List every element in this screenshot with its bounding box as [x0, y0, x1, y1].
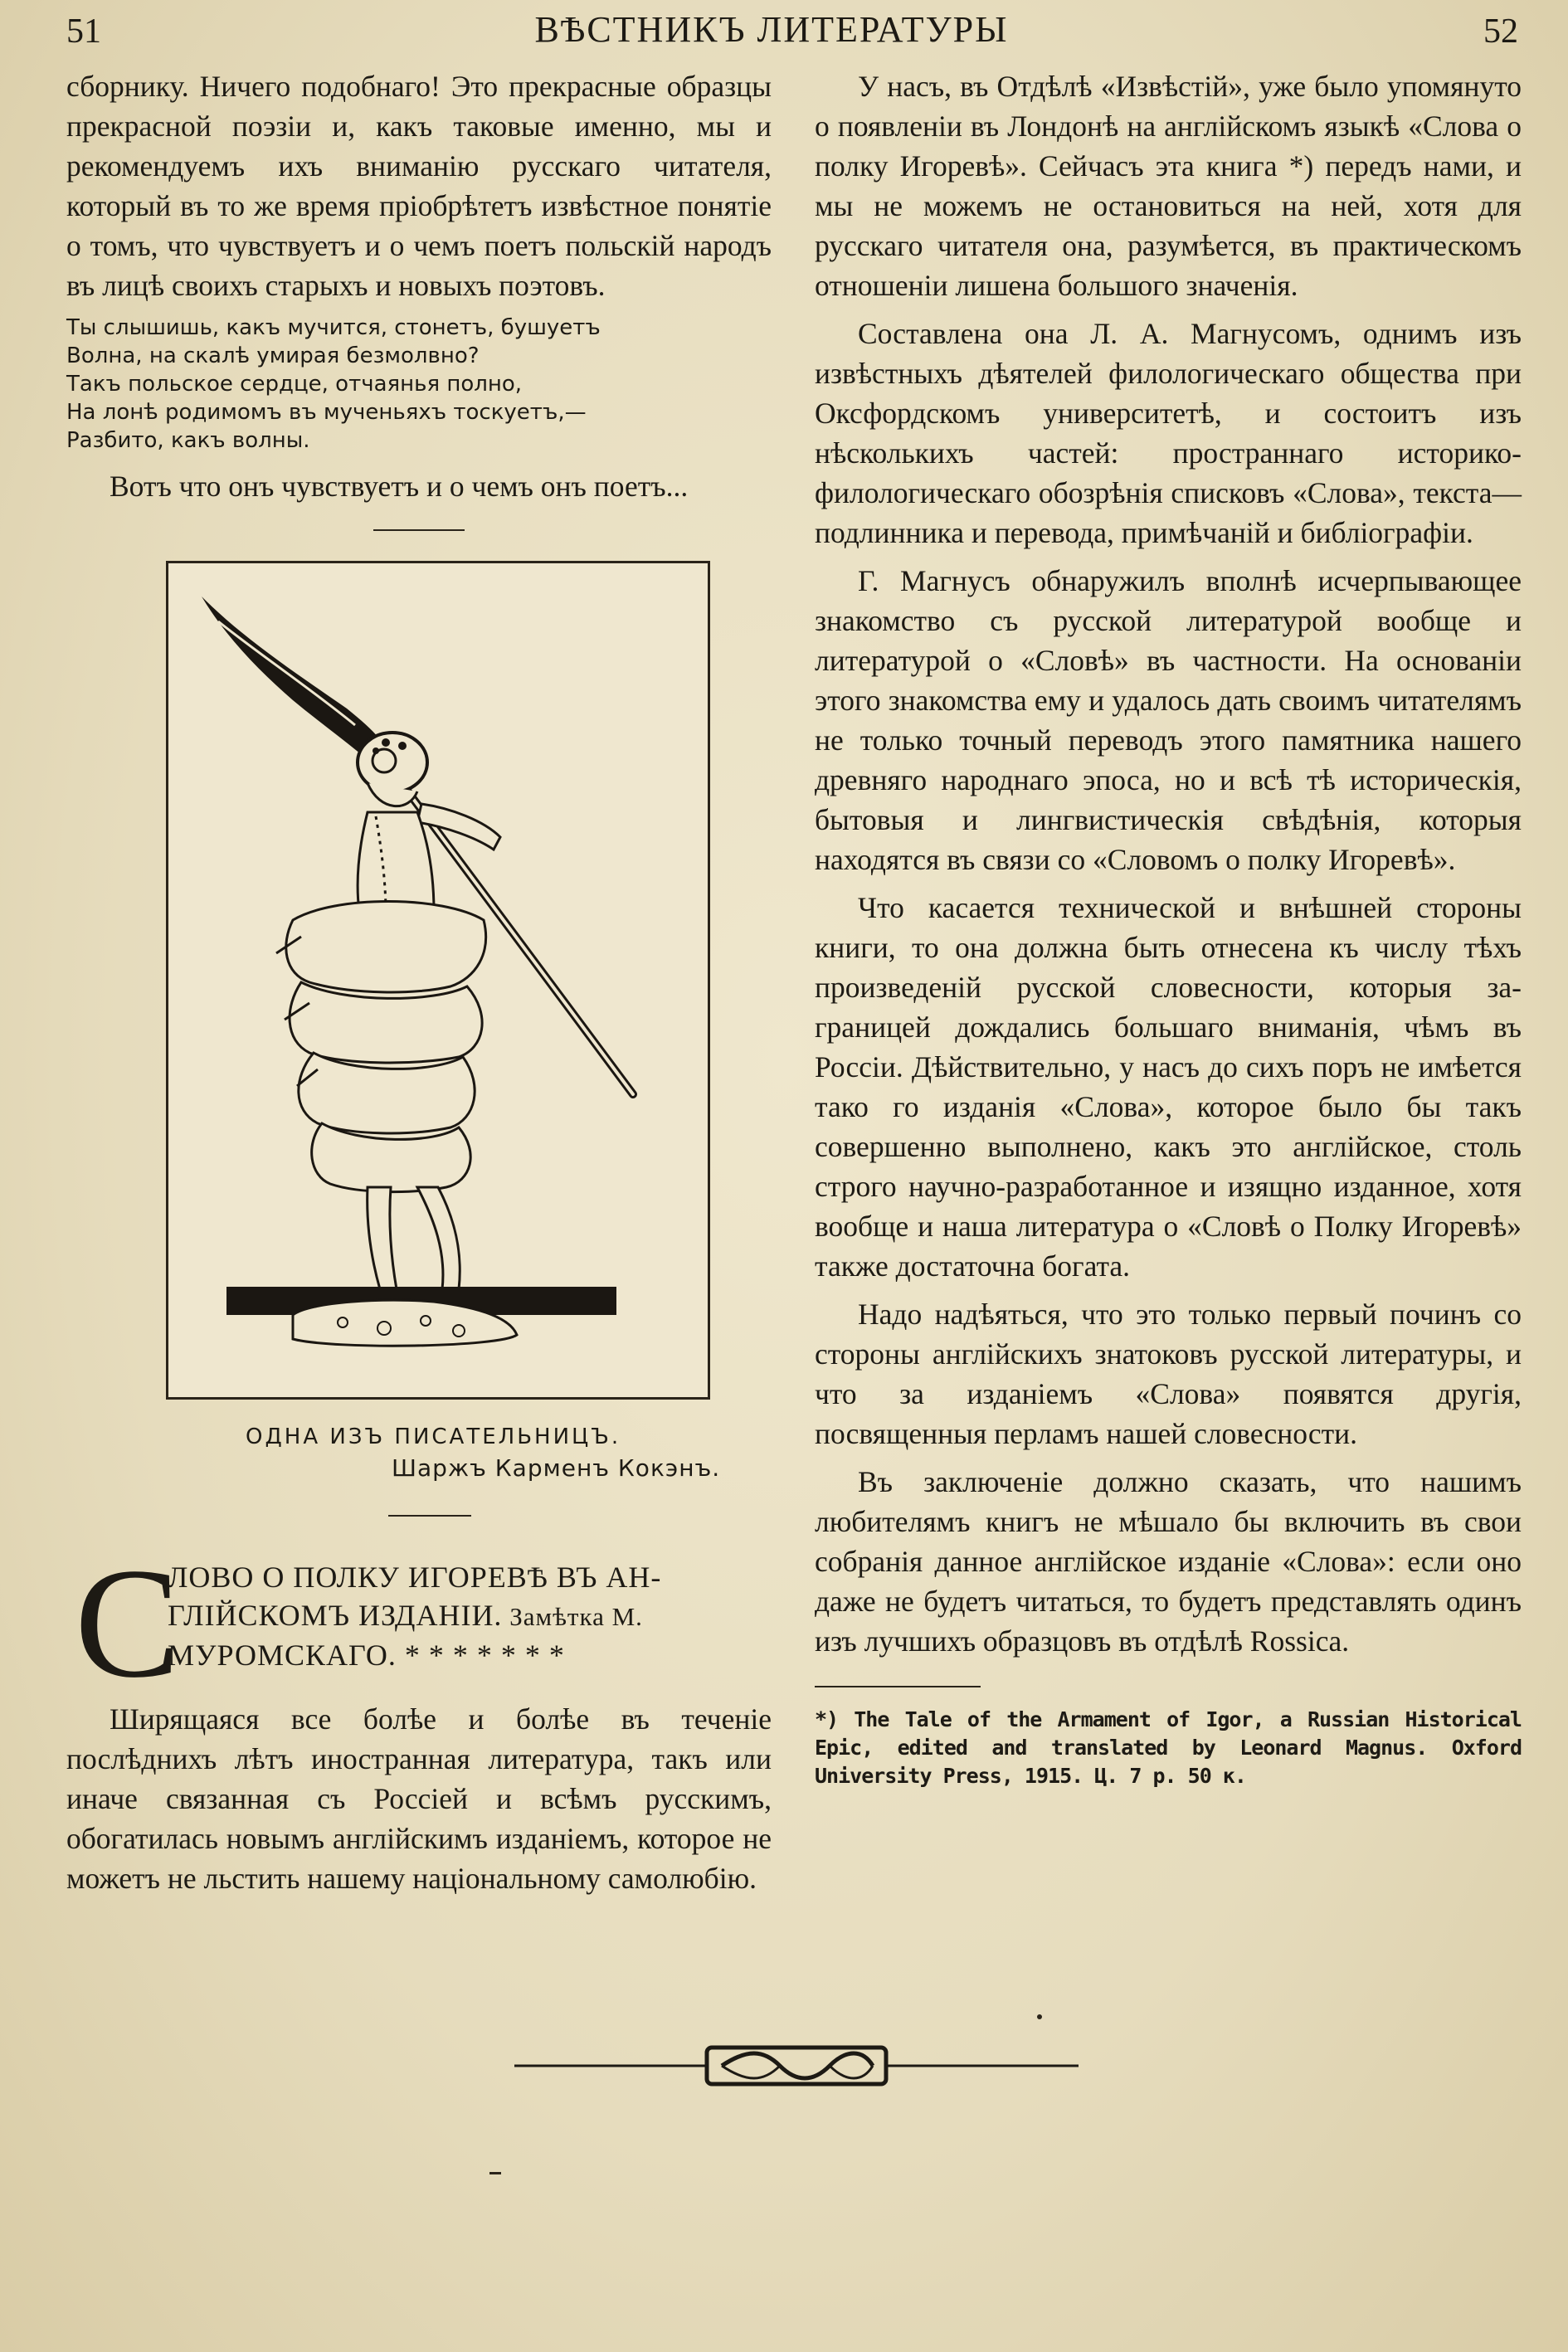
- footnote-rule: [815, 1686, 981, 1687]
- illustration-caption: ОДНА ИЗЪ ПИСАТЕЛЬНИЦЪ.: [246, 1424, 621, 1449]
- article-paragraph: Въ заключеніе должно сказать, что нашимъ любителямъ книгъ не мѣшало бы включить въ свои собранія данное англійское изданіе «Слова»: если оно даже не будетъ читаться, то будетъ представлять одинъ изъ лучшихъ образцовъ въ отдѣлѣ Rossica.: [815, 1465, 1522, 1658]
- title-line-main: ГЛІЙСКОМЪ ИЗДАНІИ.: [168, 1599, 503, 1632]
- poem-followup-paragraph: Вотъ что онъ чувствуетъ и о чемъ онъ поетъ...: [110, 470, 689, 503]
- poem-line: Разбито, какъ волны.: [66, 428, 310, 453]
- caricature-drawing: [168, 563, 708, 1397]
- poem-line: Такъ польское сердце, отчаянья полно,: [66, 372, 523, 397]
- article-heading: [66, 1536, 772, 1711]
- ruffled-skirt: [276, 902, 486, 1192]
- left-column: [66, 66, 772, 1906]
- drop-cap: С: [75, 1536, 180, 1711]
- article-paragraph: Ширящаяся все болѣе и болѣе въ теченіе послѣднихъ лѣтъ иностранная литература, такъ или иначе связанная съ Россіей и всѣмъ русскимъ, обогатилась новымъ англійскимъ изданіемъ, которое не можетъ не льстить нашему національному самолюбію.: [66, 1702, 772, 1895]
- page-number-left: 51: [66, 12, 101, 51]
- figure-head: [358, 733, 427, 806]
- figure-legs: [368, 1187, 460, 1289]
- article-paragraph: Надо надѣяться, что это только первый починъ со стороны англійскихъ знатоковъ русской литературы, и что за изданіемъ «Слова» появятся другія, посвященныя перламъ нашей словесности.: [815, 1298, 1522, 1450]
- author-note: Замѣтка М.: [502, 1602, 643, 1631]
- ink-dot: [1037, 2014, 1042, 2019]
- title-line: ЛОВО О ПОЛКУ ИГОРЕВѢ ВЪ АН-: [168, 1561, 662, 1594]
- poem-excerpt: [66, 314, 772, 455]
- decorative-ornament-icon: [514, 2033, 1079, 2099]
- section-divider: [388, 1515, 471, 1517]
- title-line: [168, 1596, 780, 1636]
- poem-line: На лонѣ родимомъ въ мученьяхъ тоскуетъ,—: [66, 400, 587, 425]
- page-number-right: 52: [1483, 12, 1518, 51]
- article-paragraph: У насъ, въ Отдѣлѣ «Извѣстій», уже было упомянуто о появленіи въ Лондонѣ на англійскомъ языкѣ «Слова о полку Игоревѣ». Сейчасъ эта книга *) передъ нами, и мы не можемъ не остановиться на ней, хотя для русскаго читателя она, разумѣется, въ практическомъ отношеніи лишена большого значенія.: [815, 70, 1522, 302]
- footnote: *) The Tale of the Armament of Igor, a Russian Historical Epic, edited and translated by Leonard Magnus. Oxford University Press, 1915. Ц. 7 р. 50 к.: [815, 1707, 1522, 1788]
- figure-bodice: [358, 812, 434, 912]
- caricature-illustration: [166, 561, 710, 1400]
- section-divider: [373, 529, 465, 531]
- article-paragraph: Составлена она Л. А. Магнусомъ, однимъ изъ извѣстныхъ дѣятелей филологическаго общества при Оксфордскомъ университетѣ, и состоитъ изъ нѣсколькихъ частей: пространнаго историко-филологическаго обозрѣнія списковъ «Слова», текста—подлинника и перевода, примѣчаній и библіографіи.: [815, 317, 1522, 549]
- title-line: МУРОМСКАГО. * * * * * * *: [168, 1639, 565, 1672]
- illustration-credit: Шаржъ Карменъ Кокэнъ.: [392, 1454, 721, 1482]
- right-column: [815, 66, 1522, 1790]
- article-title: [168, 1558, 780, 1674]
- stray-mark: [489, 2172, 501, 2174]
- poem-line: Ты слышишь, какъ мучится, стонетъ, бушуетъ: [66, 315, 601, 340]
- running-title: ВѢСТНИКЪ ЛИТЕРАТУРЫ: [534, 9, 1009, 50]
- poem-line: Волна, на скалѣ умирая безмолвно?: [66, 343, 480, 368]
- review-ending-paragraph: сборнику. Ничего подобнаго! Это прекрасные образцы прекрасной поэзіи и, какъ таковые именно, мы и рекомендуемъ ихъ вниманію русскаго читателя, который въ то же время пріобрѣтетъ извѣстное понятіе о томъ, что чувствуетъ и о чемъ поетъ польскій народъ въ лицѣ своихъ старыхъ и новыхъ поэтовъ.: [66, 70, 772, 302]
- article-paragraph: Что касается технической и внѣшней стороны книги, то она должна быть отнесена къ числу тѣхъ произведеній русской словесности, которыя за-границей дождались большаго вниманія, чѣмъ въ Россіи. Дѣйствительно, у насъ до сихъ поръ не имѣется тако го изданія «Слова», которое было бы такъ совершенно выполнено, какъ это англійское, столь строго научно-разработанное и изящно изданное, хотя вообще и наша литература о «Словѣ о Полку Игоревѣ» также достаточна богата.: [815, 891, 1522, 1283]
- article-paragraph: Г. Магнусъ обнаружилъ вполнѣ исчерпывающее знакомство съ русской литературой вообще и литературой о «Словѣ» въ частности. На основаніи этого знакомства ему и удалось дать своимъ читателямъ не только точный переводъ этого памятника нашего древняго народнаго эпоса, но и всѣ тѣ историческія, бытовыя и лингвистическія свѣдѣнія, которыя находятся въ связи со «Словомъ о полку Игоревѣ».: [815, 564, 1522, 876]
